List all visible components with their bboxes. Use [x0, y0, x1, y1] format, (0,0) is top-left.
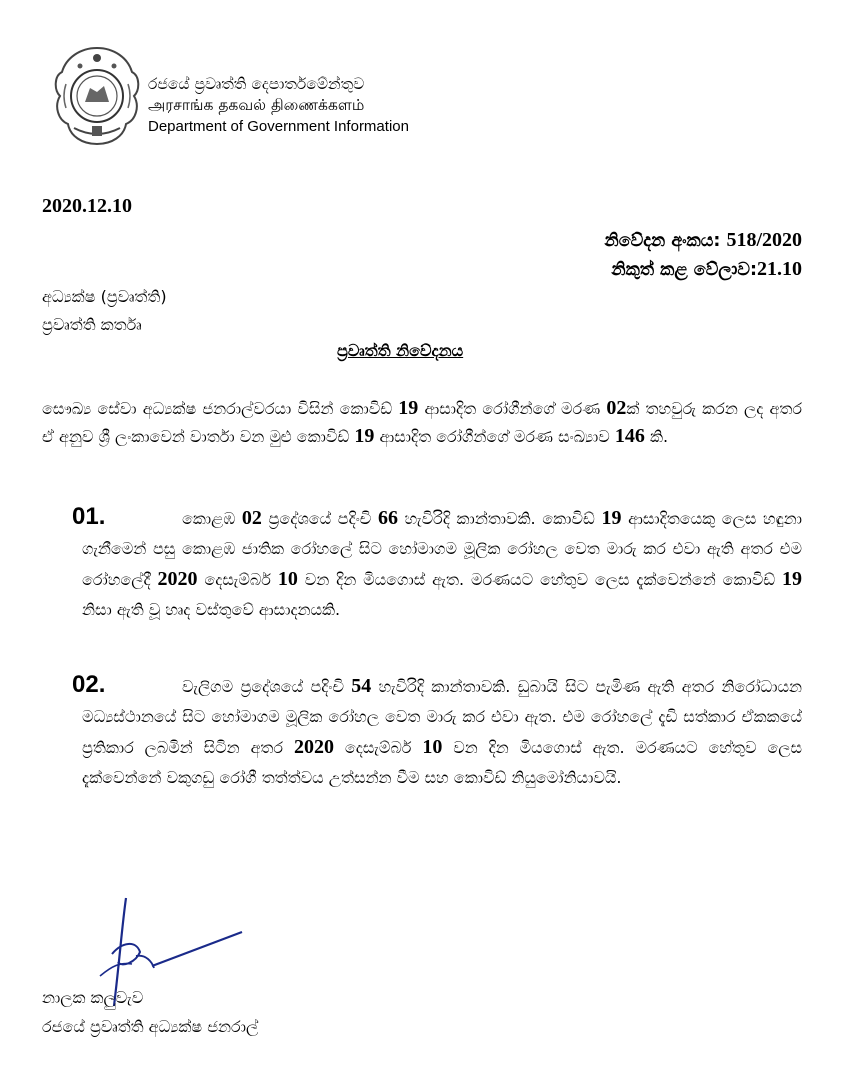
signatory-block: [42, 983, 258, 1041]
item-number: 01.: [72, 503, 106, 530]
department-name-sinhala: රජයේ ප්‍රවෘත්ති දෙපාර්තමේන්තුව: [148, 75, 365, 93]
issue-time-label: නිකුත් කළ වේලාව:: [611, 260, 757, 280]
addressee-line: අධ්‍යක්ෂ (ප්‍රවෘත්ති): [42, 287, 167, 306]
reference-block: [605, 226, 802, 284]
signatory-designation: රජයේ ප්‍රවෘත්ති අධ්‍යක්ෂ ජනරාල්: [42, 1017, 259, 1036]
item-number: 02.: [72, 671, 106, 698]
item-text: වැලිගම ප්‍රදේශයේ පදිංචි 54 හැවිරිදි කාන්තාවකි. ඩුබායි සිට පැමිණ ඇති අතර නිරෝධායන මධ්‍යස්ථානයේ සිට හෝමාගම මූලික රෝහල වෙත මාරු කර එවා ඇත. එම රෝහලේ දැඩි සත්කාර ඒකකයේ ප්‍රතිකාර ලබමින් සිටින අතර 2020 දෙසැම්බර් 10 වන දින මියගොස් ඇත. මරණයට හේතුව ලෙස දැක්වෙන්නේ වකුගඩු රෝගී තත්ත්වය උත්සන්න වීම සහ කොවිඩ් නියුමෝනියාවයි.: [82, 675, 803, 787]
letterhead-text: [148, 74, 468, 137]
addressee-line: ප්‍රවෘත්ති කර්තෘ: [42, 315, 142, 334]
sri-lanka-state-emblem-icon: [52, 44, 142, 148]
department-name-english: Department of Government Information: [148, 118, 409, 135]
addressee-block: [42, 283, 167, 339]
item-text: කොළඹ 02 ප්‍රදේශයේ පදිංචි 66 හැවිරිදි කාන්තාවකි. කොවිඩ් 19 ආසාදිතයෙකු ලෙස හඳුනා ගැනීමෙන් පසු කොළඹ ජාතික රෝහලේ සිට හෝමාගම මූලික රෝහල වෙත මාරු කර එවා ඇති අතර එම රෝහලේදී 2020 දෙසැම්බර් 10 වන දින මියගොස් ඇත. මරණයට හේතුව ලෙස දැක්වෙන්නේ කොවිඩ් 19 නිසා ඇති වූ හෘද වස්තුවේ ආසාදනයකි.: [82, 507, 803, 619]
department-name-tamil: அரசாங்க தகவல் திணைக்களம்: [148, 96, 365, 114]
release-date: 2020.12.10: [42, 195, 132, 217]
issue-time: 21.10: [757, 258, 802, 280]
document-title: ප්‍රවෘත්ති නිවේදනය: [337, 341, 464, 360]
release-number-label: නිවේදන අංකය:: [604, 231, 721, 251]
death-report-item: [72, 503, 802, 625]
intro-paragraph: සෞඛ්‍ය සේවා අධ්‍යක්ෂ ජනරාල්වරයා විසින් කොවිඩ් 19 ආසාදිත රෝගීන්ගේ මරණ 02ක් තහවුරු කරන ලද අතර ඒ අනුව ශ්‍රී ලංකාවෙන් වාර්තා වන මුළු කොවිඩ් 19 ආසාදිත රෝගීන්ගේ මරණ සංඛ්‍යාව 146 කි.: [42, 397, 802, 447]
signatory-name: නාලක කලුවැව: [42, 988, 144, 1007]
release-number: 518/2020: [726, 229, 802, 251]
death-report-item: [72, 671, 802, 793]
